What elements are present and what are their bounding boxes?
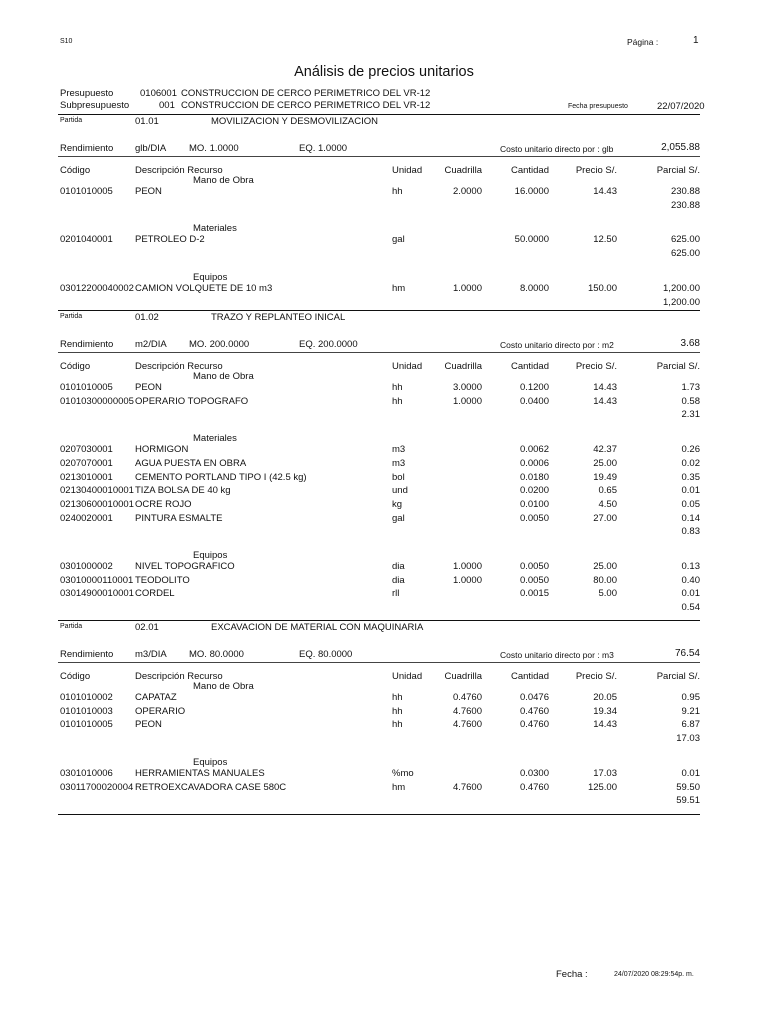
mano-obra-subtotal: 2.31 (681, 409, 700, 421)
cell-code: 0201040001 (60, 234, 113, 246)
fecha-presupuesto-label: Fecha presupuesto (568, 103, 628, 110)
presupuesto-code: 0106001 (140, 88, 177, 99)
cell-cuad: 3.0000 (452, 382, 482, 393)
col-header-unidad: Unidad (392, 361, 423, 372)
cell-unit: gal (392, 234, 405, 246)
cell-prec: 0.65 (598, 485, 617, 497)
equipos-subtotal: 59.51 (676, 795, 700, 807)
equipos-title: Equipos (193, 550, 228, 561)
cell-cant: 0.4760 (519, 719, 549, 731)
cell-prec: 19.49 (593, 471, 617, 483)
col-header-codigo: Código (60, 361, 91, 372)
cell-parc: 0.01 (681, 767, 700, 779)
cell-parc: 0.02 (681, 457, 700, 469)
col-header-precio: Precio S/. (575, 361, 617, 372)
cell-prec: 4.50 (598, 498, 617, 510)
col-header-codigo: Código (60, 165, 91, 176)
cell-unit: hh (392, 395, 403, 407)
cell-code: 03014900010001 (60, 588, 134, 600)
cell-cant: 0.0006 (519, 457, 549, 469)
cell-unit: m3 (392, 457, 406, 469)
costo-unitario-value: 3.68 (680, 338, 700, 349)
presupuesto-label: Presupuesto (60, 88, 114, 99)
cell-desc: CAPATAZ (135, 692, 177, 703)
equipos-title: Equipos (193, 756, 228, 768)
rendimiento-label: Rendimiento (60, 143, 114, 154)
rendimiento-rule (58, 156, 700, 157)
cell-desc: OPERARIO TOPOGRAFO (135, 395, 249, 407)
costo-unitario-label: Costo unitario directo por : glb (500, 144, 614, 154)
col-header-unidad: Unidad (392, 165, 423, 176)
rendimiento-rule (58, 662, 700, 663)
cell-parc: 230.88 (670, 186, 700, 197)
cell-parc: 625.00 (670, 234, 700, 246)
cell-desc: PEON (135, 382, 162, 393)
cell-cant: 0.0180 (519, 471, 549, 483)
cell-unit: bol (392, 471, 405, 483)
cell-code: 01010300000005 (60, 395, 134, 407)
materiales-row (0, 234, 768, 246)
costo-unitario-label: Costo unitario directo por : m3 (500, 650, 614, 660)
cell-prec: 14.43 (593, 186, 617, 197)
cell-parc: 0.01 (681, 588, 700, 600)
mano-obra-subtotal: 230.88 (670, 199, 700, 211)
rendimiento-label: Rendimiento (60, 649, 114, 660)
cell-cant: 8.0000 (519, 282, 549, 294)
materiales-row (0, 499, 768, 511)
equipos-title: Equipos (193, 271, 228, 283)
materiales-row (0, 513, 768, 525)
footer-fecha-value: 24/07/2020 08:29:54p. m. (614, 971, 694, 978)
partida-top-rule (58, 310, 700, 311)
col-header-cantidad: Cantidad (510, 361, 549, 372)
cell-cant: 0.0062 (519, 444, 549, 456)
col-header-descripcion: Descripción Recurso (135, 671, 223, 682)
col-header-cantidad: Cantidad (510, 165, 549, 176)
col-header-parcial: Parcial S/. (656, 361, 700, 372)
cell-cant: 0.0400 (519, 395, 549, 407)
cell-cant: 50.0000 (514, 234, 549, 246)
mano-obra-row (0, 382, 768, 394)
cell-cant: 0.0200 (519, 485, 549, 497)
cell-desc: NIVEL TOPOGRAFICO (135, 561, 235, 572)
cell-code: 0207070001 (60, 457, 113, 469)
equipos-row (0, 768, 768, 780)
costo-unitario-value: 2,055.88 (661, 142, 700, 153)
cell-desc: CORDEL (135, 588, 175, 600)
partida-name: EXCAVACION DE MATERIAL CON MAQUINARIA (211, 622, 424, 633)
cell-parc: 9.21 (681, 705, 700, 717)
page-number: 1 (693, 35, 699, 46)
equipos-row (0, 575, 768, 587)
partida-code: 01.01 (135, 116, 159, 127)
cell-code: 0301000002 (60, 561, 113, 572)
page-title: Análisis de precios unitarios (294, 64, 474, 80)
cell-parc: 0.95 (681, 692, 700, 703)
cell-unit: gal (392, 512, 405, 524)
cell-cuad: 1.0000 (452, 395, 482, 407)
materiales-row (0, 444, 768, 456)
cell-code: 0101010005 (60, 382, 113, 393)
cell-desc: PEON (135, 719, 162, 731)
cell-cant: 0.4760 (519, 705, 549, 717)
cell-unit: hh (392, 186, 403, 197)
mano-obra-subtotal: 17.03 (676, 733, 700, 745)
equipos-row (0, 283, 768, 295)
materiales-title: Materiales (193, 433, 237, 445)
cell-cant: 0.0050 (519, 561, 549, 572)
subpresupuesto-code: 001 (159, 100, 175, 111)
cell-desc: PINTURA ESMALTE (135, 512, 223, 524)
cell-cuad: 0.4760 (452, 692, 482, 703)
mano-obra-row (0, 719, 768, 731)
cell-code: 03010000110001 (60, 574, 134, 586)
cell-unit: dia (392, 561, 405, 572)
cell-unit: und (392, 485, 408, 497)
cell-unit: hm (392, 781, 406, 793)
cell-cant: 0.0050 (519, 512, 549, 524)
cell-code: 0101010005 (60, 719, 113, 731)
cell-cant: 0.4760 (519, 781, 549, 793)
cell-parc: 0.58 (681, 395, 700, 407)
cell-cuad: 1.0000 (452, 574, 482, 586)
costo-unitario-value: 76.54 (674, 648, 700, 659)
cell-prec: 150.00 (587, 282, 617, 294)
page-bottom-rule (58, 814, 700, 815)
cell-desc: TEODOLITO (135, 574, 190, 586)
cell-desc: OCRE ROJO (135, 498, 192, 510)
cell-prec: 5.00 (598, 588, 617, 600)
cell-desc: OPERARIO (135, 705, 186, 717)
cell-code: 02130400010001 (60, 485, 134, 497)
cell-cuad: 4.7600 (452, 705, 482, 717)
cell-code: 0213010001 (60, 471, 113, 483)
col-header-cuadrilla: Cuadrilla (444, 671, 482, 682)
col-header-parcial: Parcial S/. (656, 165, 700, 176)
cell-parc: 0.05 (681, 498, 700, 510)
cell-cant: 0.0300 (519, 767, 549, 779)
cell-unit: hh (392, 382, 403, 393)
footer-fecha-label: Fecha : (556, 969, 588, 980)
col-header-cuadrilla: Cuadrilla (444, 165, 482, 176)
cell-cant: 0.1200 (519, 382, 549, 393)
cell-code: 0207030001 (60, 444, 113, 456)
rendimiento-mo: MO. 200.0000 (189, 339, 250, 350)
cell-unit: hh (392, 692, 403, 703)
materiales-title: Materiales (193, 223, 237, 235)
rendimiento-eq: EQ. 200.0000 (299, 339, 358, 350)
cell-cant: 0.0050 (519, 574, 549, 586)
cell-prec: 125.00 (587, 781, 617, 793)
col-header-descripcion: Descripción Recurso (135, 361, 223, 372)
cell-code: 03012200040002 (60, 282, 134, 294)
presupuesto-name: CONSTRUCCION DE CERCO PERIMETRICO DEL VR-12 (181, 88, 431, 99)
cell-prec: 27.00 (593, 512, 617, 524)
partida-name: MOVILIZACION Y DESMOVILIZACION (211, 116, 378, 127)
mano-obra-row (0, 186, 768, 198)
partida-code: 01.02 (135, 312, 159, 323)
equipos-subtotal: 1,200.00 (663, 296, 700, 308)
cell-cant: 0.0100 (519, 498, 549, 510)
cell-cant: 0.0476 (519, 692, 549, 703)
cell-code: 0101010002 (60, 692, 113, 703)
cell-prec: 20.05 (593, 692, 617, 703)
mano-obra-row (0, 396, 768, 408)
cell-code: 0101010005 (60, 186, 113, 197)
cell-unit: dia (392, 574, 405, 586)
col-header-unidad: Unidad (392, 671, 423, 682)
cell-prec: 14.43 (593, 382, 617, 393)
mano-obra-row (0, 692, 768, 704)
report-code: S10 (60, 38, 73, 45)
equipos-row (0, 561, 768, 573)
subpresupuesto-name: CONSTRUCCION DE CERCO PERIMETRICO DEL VR-12 (181, 100, 431, 111)
cell-desc: CAMION VOLQUETE DE 10 m3 (135, 282, 273, 294)
cell-parc: 1.73 (681, 382, 700, 393)
cell-parc: 1,200.00 (663, 282, 700, 294)
fecha-presupuesto: 22/07/2020 (657, 101, 705, 112)
col-header-precio: Precio S/. (575, 165, 617, 176)
rendimiento-eq: EQ. 80.0000 (299, 649, 353, 660)
cell-desc: HORMIGON (135, 444, 189, 456)
rendimiento-mo: MO. 1.0000 (189, 143, 239, 154)
cell-prec: 19.34 (593, 705, 617, 717)
col-header-precio: Precio S/. (575, 671, 617, 682)
rendimiento-rule (58, 352, 700, 353)
partida-label: Partida (60, 313, 83, 320)
mano-obra-row (0, 706, 768, 718)
mano-obra-title: Mano de Obra (193, 371, 254, 382)
cell-desc: CEMENTO PORTLAND TIPO I (42.5 kg) (135, 471, 307, 483)
cell-desc: RETROEXCAVADORA CASE 580C (135, 781, 287, 793)
rendimiento-label: Rendimiento (60, 339, 114, 350)
rendimiento-unit: glb/DIA (135, 143, 167, 154)
mano-obra-title: Mano de Obra (193, 175, 254, 186)
cell-prec: 14.43 (593, 719, 617, 731)
cell-parc: 59.50 (676, 781, 700, 793)
cell-cant: 16.0000 (514, 186, 549, 197)
cell-unit: m3 (392, 444, 406, 456)
cell-parc: 0.01 (681, 485, 700, 497)
cell-desc: AGUA PUESTA EN OBRA (135, 457, 247, 469)
cell-unit: hm (392, 282, 406, 294)
cell-parc: 0.26 (681, 444, 700, 456)
cell-unit: hh (392, 719, 403, 731)
cell-unit: hh (392, 705, 403, 717)
cell-parc: 0.40 (681, 574, 700, 586)
cell-cuad: 1.0000 (452, 282, 482, 294)
cell-desc: HERRAMIENTAS MANUALES (135, 767, 265, 779)
equipos-subtotal: 0.54 (681, 602, 700, 614)
cell-cuad: 4.7600 (452, 781, 482, 793)
materiales-subtotal: 625.00 (670, 248, 700, 260)
partida-label: Partida (60, 623, 83, 630)
cell-parc: 6.87 (681, 719, 700, 731)
equipos-row (0, 782, 768, 794)
cell-cuad: 4.7600 (452, 719, 482, 731)
col-header-parcial: Parcial S/. (656, 671, 700, 682)
page-label: Página : (627, 37, 659, 47)
rendimiento-mo: MO. 80.0000 (189, 649, 244, 660)
cell-unit: kg (392, 498, 403, 510)
col-header-codigo: Código (60, 671, 91, 682)
cell-prec: 80.00 (593, 574, 617, 586)
cell-cuad: 2.0000 (452, 186, 482, 197)
rendimiento-eq: EQ. 1.0000 (299, 143, 348, 154)
cell-cuad: 1.0000 (452, 561, 482, 572)
cell-prec: 25.00 (593, 457, 617, 469)
cell-code: 0240020001 (60, 512, 113, 524)
cell-unit: %mo (392, 767, 414, 779)
subpresupuesto-label: Subpresupuesto (60, 100, 130, 111)
cell-parc: 0.14 (681, 512, 700, 524)
rendimiento-unit: m3/DIA (135, 649, 167, 660)
cell-code: 0101010003 (60, 705, 113, 717)
cell-code: 03011700020004 (60, 781, 134, 793)
materiales-row (0, 485, 768, 497)
materiales-subtotal: 0.83 (681, 526, 700, 538)
col-header-descripcion: Descripción Recurso (135, 165, 223, 176)
cell-code: 0301010006 (60, 767, 113, 779)
cell-desc: TIZA BOLSA DE 40 kg (135, 485, 231, 497)
partida-top-rule (58, 620, 700, 621)
cell-prec: 14.43 (593, 395, 617, 407)
cell-unit: rll (392, 588, 400, 600)
cell-prec: 25.00 (593, 561, 617, 572)
col-header-cantidad: Cantidad (510, 671, 549, 682)
materiales-row (0, 458, 768, 470)
cell-prec: 12.50 (593, 234, 617, 246)
cell-prec: 17.03 (593, 767, 617, 779)
equipos-row (0, 588, 768, 600)
materiales-row (0, 472, 768, 484)
cell-cant: 0.0015 (519, 588, 549, 600)
partida-name: TRAZO Y REPLANTEO INICAL (211, 312, 346, 323)
cell-parc: 0.13 (681, 561, 700, 572)
cell-parc: 0.35 (681, 471, 700, 483)
cell-code: 02130600010001 (60, 498, 134, 510)
costo-unitario-label: Costo unitario directo por : m2 (500, 340, 614, 350)
col-header-cuadrilla: Cuadrilla (444, 361, 482, 372)
mano-obra-title: Mano de Obra (193, 681, 254, 692)
partida-code: 02.01 (135, 622, 159, 633)
cell-desc: PETROLEO D-2 (135, 234, 205, 246)
rendimiento-unit: m2/DIA (135, 339, 167, 350)
partida-top-rule (58, 114, 700, 115)
partida-label: Partida (60, 117, 83, 124)
cell-prec: 42.37 (593, 444, 617, 456)
cell-desc: PEON (135, 186, 162, 197)
